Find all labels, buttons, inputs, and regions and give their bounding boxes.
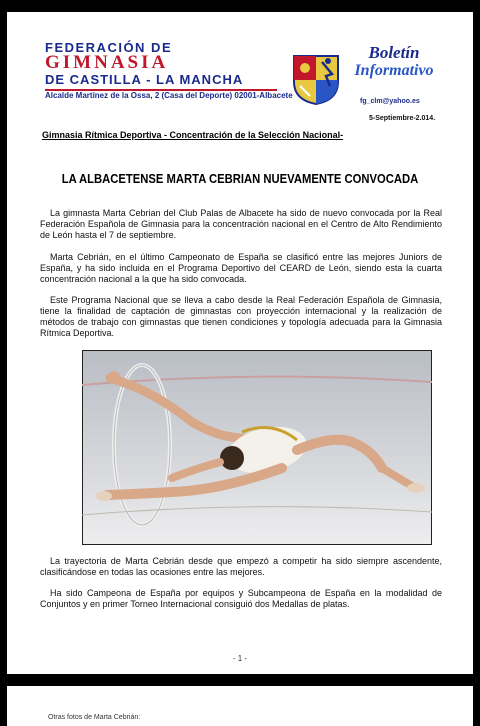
paragraph-1: La gimnasta Marta Cebrian del Club Palas de Albacete ha sido de nuevo convocada por la Real Federación Española de Gimnasia para la concentración nacional en el Centro de Alto Rendimiento de León hasta el 7 de septiembre. [40,208,442,240]
bulletin-word1: Boletín [368,43,420,62]
section-heading: Gimnasia Rítmica Deportiva - Concentración de la Selección Nacional- [42,130,344,140]
page-number: - 1 - [232,654,248,663]
federation-name-line3: DE CASTILLA - LA MANCHA [45,72,244,87]
federation-address: Alcalde Martínez de la Ossa, 2 (Casa del Deporte) 02001-Albacete [45,91,293,100]
federation-name-line1: FEDERACIÓN DE [45,40,173,55]
contact-email: fg_clm@yahoo.es [360,98,420,105]
next-page-caption: Otras fotos de Marta Cebrián: [48,714,141,721]
paragraph-2: Marta Cebrián, en el último Campeonato de España se clasificó entre las mejores Juniors de España, y ha sido incluida en el Programa Deportivo del CEARD de León, siendo esta la cuarta concentración nacional a la que ha sido convocada. [40,252,442,284]
paragraph-5: Ha sido Campeona de España por equipos y Subcampeona de España en la modalidad de Conjuntos y en primer Torneo Internacional consiguió dos Medallas de platas. [40,588,442,609]
bulletin-date: 5-Septiembre-2.014. [369,115,436,122]
paragraph-4: La trayectoria de Marta Cebrián desde que empezó a competir ha sido siempre ascendente, clasificándose en todas las ocasiones entre las mejores. [40,556,442,577]
gymnast-photo [82,350,432,545]
article-title: LA ALBACETENSE MARTA CEBRIAN NUEVAMENTE CONVOCADA [61,172,419,186]
bulletin-word2: Informativo [354,62,434,79]
federation-crest-icon [290,52,342,106]
bulletin-wordmark [348,44,440,86]
federation-name-line2: GIMNASIA [45,52,169,73]
paragraph-3: Este Programa Nacional que se lleva a cabo desde la Real Federación Española de Gimnasia, tiene la finalidad de captación de gimnastas con proyección internacional y la realización de métodos de trabajo con gimnastas que tienen condiciones y topología adecuada para la Gimnasia Rítmica Deportiva. [40,295,442,338]
letterhead [42,38,442,122]
